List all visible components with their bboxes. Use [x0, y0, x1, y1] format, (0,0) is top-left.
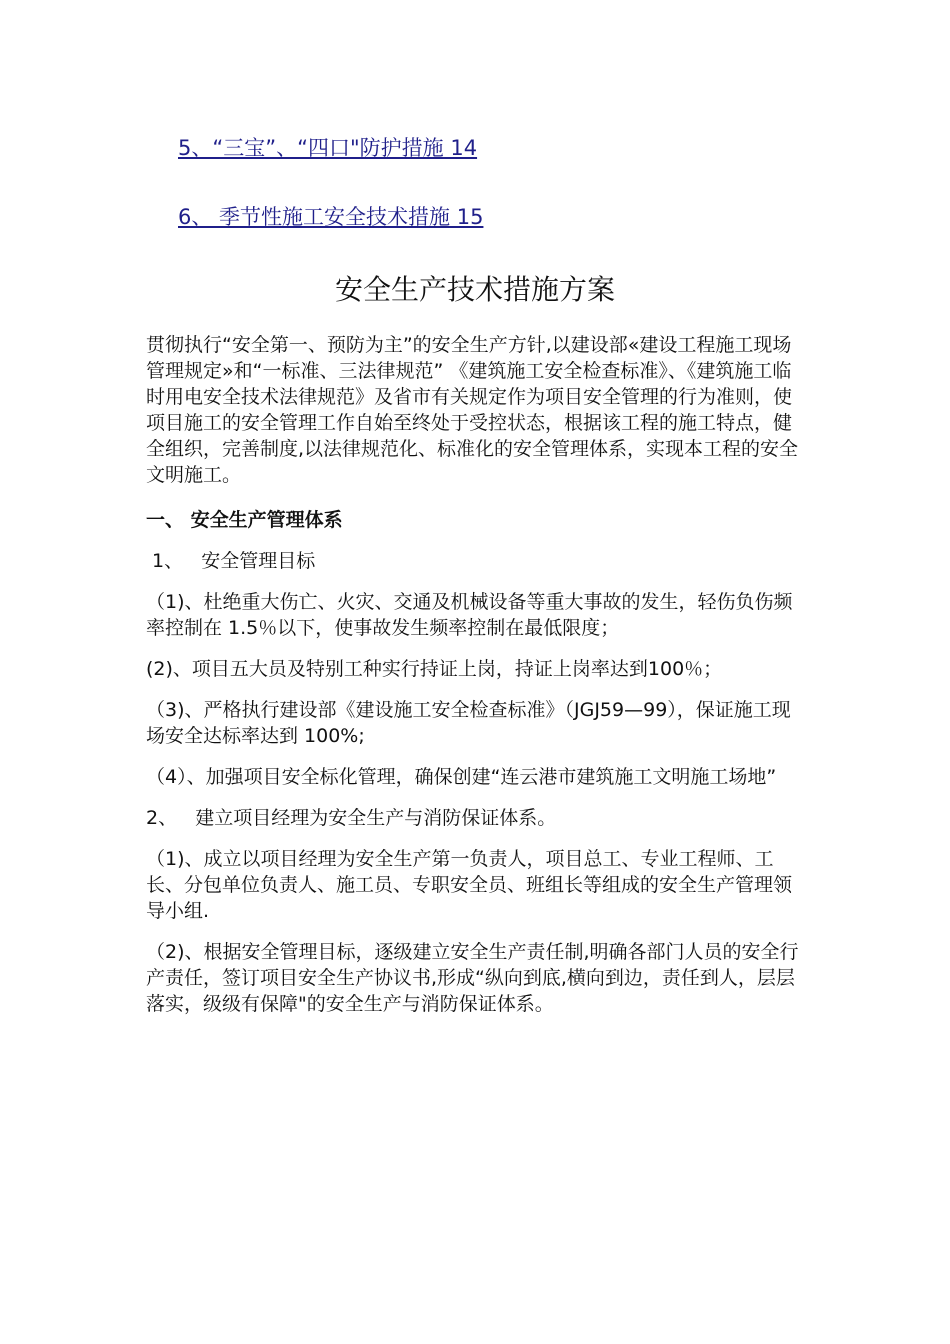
goal-item-3: （3)、严格执行建设部《建设施工安全检查标准》（JGJ59—99），保证施工现场安全达标率达到 100%;	[146, 699, 791, 747]
system-item-1: （1)、成立以项目经理为安全生产第一负责人，项目总工、专业工程师、工长、分包单位负责人、施工员、专职安全员、班组长等组成的安全生产管理领导小组.	[146, 848, 793, 922]
goal-item-4: （4）、加强项目安全标化管理，确保创建“连云港市建筑施工文明施工场地”	[146, 766, 777, 788]
system-item-2: （2)、根据安全管理目标，逐级建立安全生产责任制,明确各部门人员的安全行产责任，签订项目安全生产协议书,形成“纵向到底,横向到边，责任到人，层层落实，级级有保障"的安全生产与消防保证体系。	[146, 941, 799, 1015]
intro-paragraph: 贯彻执行“安全第一、预防为主”的安全生产方针,以建设部«建设工程施工现场管理规定»和“一标准、三法律规范” 《建筑施工安全检查标准》、《建筑施工临时用电安全技术法律规范》及省市有关规定作为项目安全管理的行为准则，使项目施工的安全管理工作自始至终处于受控状态，根据该工程的施工特点，健全组织，完善制度,以法律规范化、标准化的安全管理体系，实现本工程的安全文明施工。	[146, 334, 799, 486]
goal-item-2: (2)、项目五大员及特别工种实行持证上岗，持证上岗率达到100％；	[146, 658, 723, 680]
subsection-heading-2: 2、 建立项目经理为安全生产与消防保证体系。	[146, 807, 557, 829]
toc-link-6[interactable]: 6、 季节性施工安全技术措施 15	[178, 205, 484, 229]
section-heading-1: 一、 安全生产管理体系	[146, 509, 343, 531]
goal-item-1: （1)、杜绝重大伤亡、火灾、交通及机械设备等重大事故的发生，轻伤负伤频率控制在 1.5％以下，使事故发生频率控制在最低限度；	[146, 591, 793, 639]
subsection-heading-1: 1、 安全管理目标	[146, 550, 316, 572]
document-title: 安全生产技术措施方案	[334, 273, 615, 306]
toc-link-5[interactable]: 5、“三宝”、“四口"防护措施 14	[178, 136, 478, 160]
document-body	[146, 332, 806, 1032]
